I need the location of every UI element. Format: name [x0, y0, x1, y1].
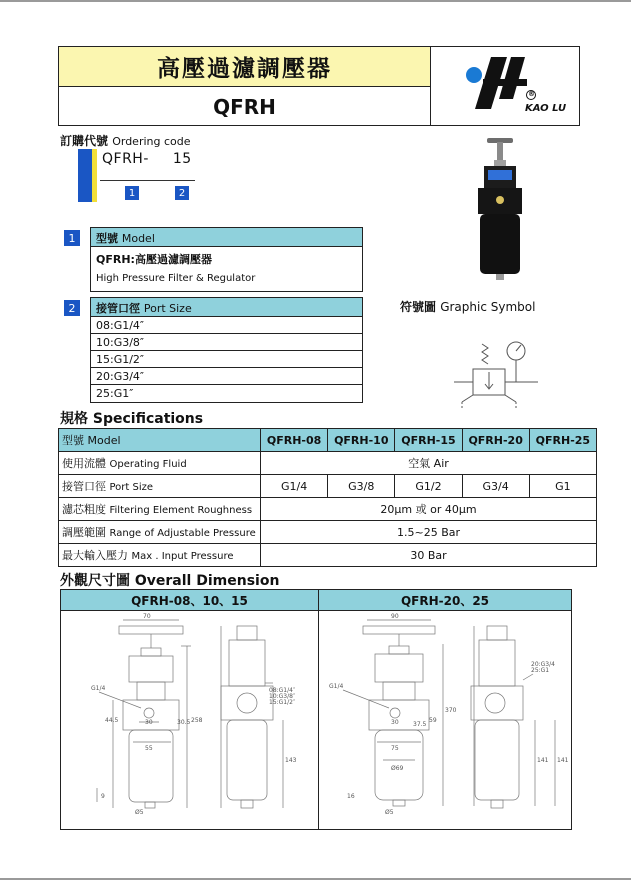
spec-value: 30 Bar	[261, 544, 597, 567]
spec-label-zh: 接管口徑	[62, 480, 106, 493]
spec-label-zh: 使用流體	[62, 457, 106, 470]
dim-bottom-height-label: 141	[537, 757, 549, 764]
spec-title: 規格 Specifications	[60, 411, 204, 427]
model-section-table	[90, 227, 363, 292]
dim-port-option: 10:G3/8″	[269, 693, 296, 700]
port-row: 15:G1/2″	[91, 351, 362, 368]
model-head-zh: 型號	[96, 232, 118, 245]
ordering-yellow-bar	[92, 149, 97, 202]
ordering-code	[102, 151, 192, 167]
dim-width-label: 70	[143, 613, 151, 620]
spec-label	[59, 475, 261, 498]
kaolu-logo-icon	[431, 47, 579, 126]
page-title: 高壓過濾調壓器	[59, 47, 431, 87]
spec-value: 1.5~25 Bar	[261, 521, 597, 544]
dimension-right-head: QFRH-20、25	[319, 590, 571, 611]
dim-width-label: 90	[391, 613, 399, 620]
dim-body-width-label: 55	[145, 745, 153, 752]
dim-bottom-height-label: 143	[285, 757, 297, 764]
header-box	[58, 46, 580, 126]
dimension-title: 外觀尺寸圖 Overall Dimension	[60, 573, 280, 589]
logo-text: KAO LU	[525, 103, 567, 114]
ordering-index-2: 2	[175, 186, 189, 200]
spec-row-port	[59, 475, 597, 498]
spec-label-en: Operating Fluid	[109, 459, 187, 470]
ordering-code-label	[60, 132, 191, 149]
port-head-zh: 接管口徑	[96, 302, 140, 315]
spec-value: G1/4	[261, 475, 328, 498]
spec-value: G1/2	[395, 475, 462, 498]
dim-drain-label: Ø5	[135, 809, 144, 816]
ordering-index-1: 1	[125, 186, 139, 200]
dim-mid-width-label: 30	[391, 719, 399, 726]
spec-row-fluid	[59, 452, 597, 475]
spec-label-en: Filtering Element Roughness	[109, 505, 253, 516]
spec-label-zh: 最大輸入壓力	[62, 549, 128, 562]
dimension-drawing-left	[61, 612, 317, 828]
dim-bottom-height2-label: 141	[557, 757, 569, 764]
dimension-box	[60, 589, 572, 830]
spec-label	[59, 544, 261, 567]
dim-height-b-label: 30.5	[177, 719, 191, 726]
spec-value: 空氣 Air	[261, 452, 597, 475]
bottom-rule	[0, 878, 631, 886]
dimension-left-head: QFRH-08、10、15	[61, 590, 318, 611]
spec-model: QFRH-25	[529, 429, 596, 452]
spec-label-zh: 濾芯粗度	[62, 503, 106, 516]
graphic-symbol-label	[400, 298, 535, 315]
model-head-en: Model	[121, 232, 155, 245]
dim-total-height-label: 258	[191, 717, 203, 724]
spec-head-zh: 型號	[62, 434, 84, 447]
dim-height-a-label: 44.5	[105, 717, 119, 724]
dim-body-width-label: 75	[391, 745, 399, 752]
spec-row-filter	[59, 498, 597, 521]
spec-model-label	[59, 429, 261, 452]
port-head-en: Port Size	[143, 302, 192, 315]
graphic-symbol	[448, 336, 548, 416]
spec-label-en: Port Size	[109, 482, 154, 493]
port-row: 08:G1/4″	[91, 317, 362, 334]
graphic-label-en: Graphic Symbol	[440, 300, 536, 314]
ordering-label-zh: 訂購代號	[60, 134, 109, 148]
ordering-blue-bar	[78, 149, 92, 202]
dim-port-label: G1/4	[329, 683, 344, 690]
ordering-underline	[100, 180, 195, 181]
spec-row-range	[59, 521, 597, 544]
port-section-number: 2	[64, 300, 80, 316]
dim-port-option: 20:G3/4	[531, 661, 555, 668]
ordering-label-en: Ordering code	[112, 135, 191, 148]
dim-port-option: 25:G1	[531, 667, 550, 674]
dim-bowl-label: Ø69	[391, 765, 404, 772]
spec-label-en: Range of Adjustable Pressure	[109, 528, 256, 539]
model-section-number: 1	[64, 230, 80, 246]
model-line-zh: QFRH:高壓過濾調壓器	[96, 253, 212, 266]
spec-row-max	[59, 544, 597, 567]
dim-height-b-label: 59	[429, 717, 437, 724]
dim-height-a-label: 37.5	[413, 721, 427, 728]
ordering-size: 15	[172, 151, 192, 167]
model-description	[91, 247, 362, 291]
dim-drain-label: Ø5	[385, 809, 394, 816]
port-section-head	[91, 298, 362, 317]
port-row: 10:G3/8″	[91, 334, 362, 351]
spec-value: 20μm 或 or 40μm	[261, 498, 597, 521]
spec-label	[59, 498, 261, 521]
top-rule	[0, 0, 631, 2]
spec-value: G3/8	[328, 475, 395, 498]
model-section-head	[91, 228, 362, 247]
spec-label-zh: 調壓範圍	[62, 526, 106, 539]
spec-model: QFRH-10	[328, 429, 395, 452]
spec-model: QFRH-20	[462, 429, 529, 452]
dim-port-option: 08:G1/4″	[269, 687, 296, 694]
dim-port-label: G1/4	[91, 685, 106, 692]
spec-model: QFRH-08	[261, 429, 328, 452]
product-photo	[468, 134, 538, 284]
registered-mark: ®	[528, 90, 535, 98]
spec-label	[59, 452, 261, 475]
port-row: 25:G1″	[96, 387, 134, 400]
brand-logo	[431, 47, 579, 126]
spec-model: QFRH-15	[395, 429, 462, 452]
spec-value: G3/4	[462, 475, 529, 498]
dim-mid-width-label: 30	[145, 719, 153, 726]
dimension-drawing-right	[319, 612, 571, 828]
port-section-table	[90, 297, 363, 403]
port-row: 20:G3/4″	[91, 368, 362, 385]
spec-label	[59, 521, 261, 544]
dim-drain-height-label: 9	[101, 793, 105, 800]
spec-header-row	[59, 429, 597, 452]
model-line-en: High Pressure Filter & Regulator	[96, 273, 256, 284]
spec-label-en: Max . Input Pressure	[131, 551, 234, 562]
spec-value: G1	[529, 475, 596, 498]
spec-table	[58, 428, 597, 567]
dim-total-height-label: 370	[445, 707, 457, 714]
ordering-prefix: QFRH-	[102, 151, 149, 167]
dim-port-option: 15:G1/2″	[269, 699, 296, 706]
dim-drain-height-label: 16	[347, 793, 355, 800]
graphic-label-zh: 符號圖	[400, 300, 437, 314]
model-code: QFRH	[59, 87, 431, 126]
spec-head-en: Model	[87, 434, 121, 447]
